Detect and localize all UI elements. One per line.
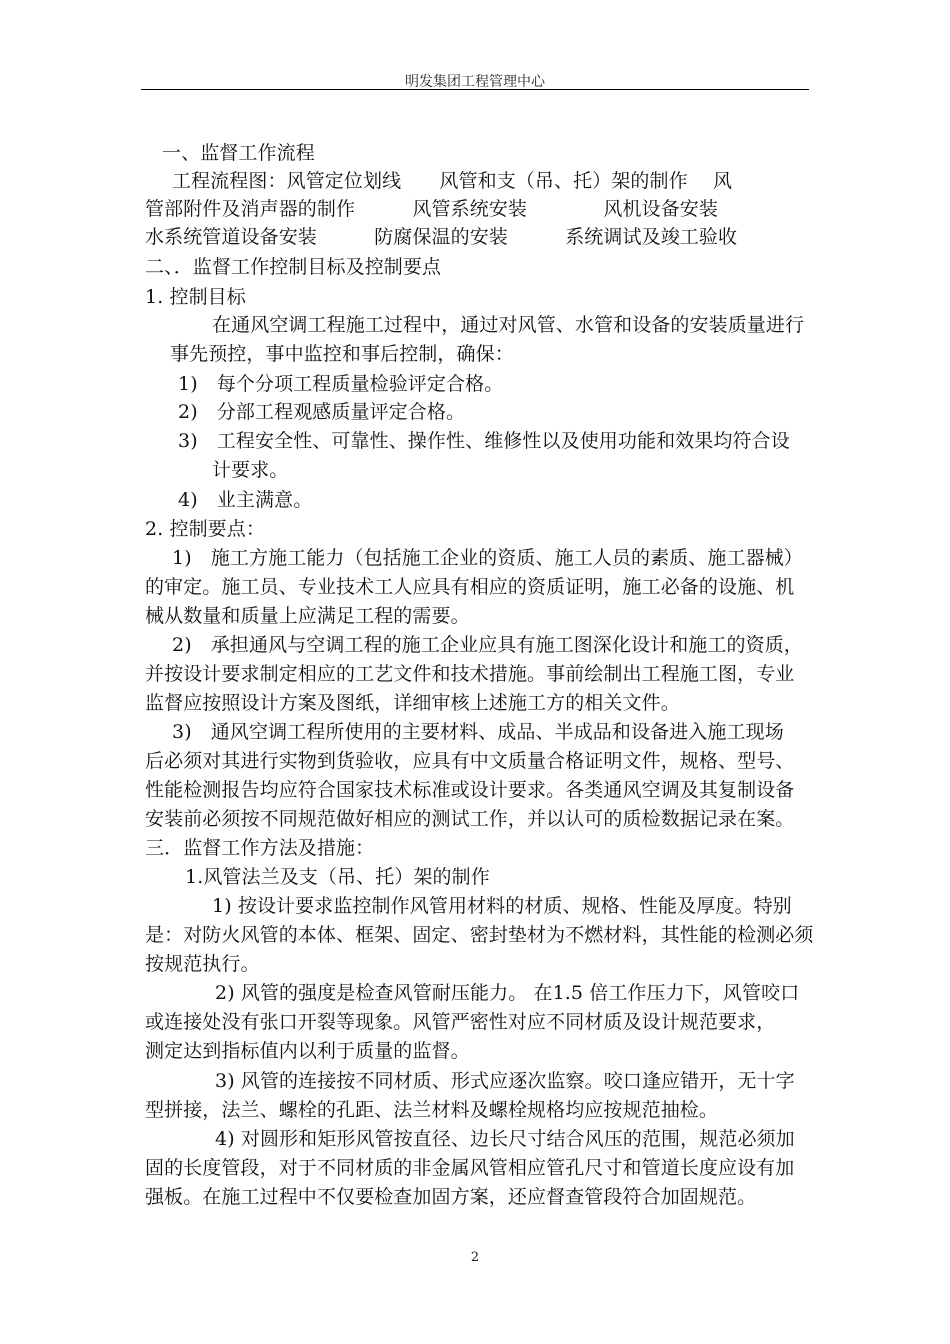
paragraph-line: 2) 风管的强度是检查风管耐压能力。 在1.5 倍工作压力下，风管咬口 [215, 982, 800, 1004]
list-item: 4) 业主满意。 [178, 489, 313, 511]
paragraph-line: 1) 按设计要求监控制作风管用材料的材质、规格、性能及厚度。特别 [212, 895, 792, 917]
list-item: 1) 每个分项工程质量检验评定合格。 [178, 373, 504, 395]
subheading-control-points: 2. 控制要点： [145, 518, 265, 540]
list-item: 2) 分部工程观感质量评定合格。 [178, 401, 466, 423]
paragraph-line: 测定达到指标值内以利于质量的监督。 [145, 1040, 470, 1062]
paragraph-line: 固的长度管段，对于不同材质的非金属风管相应管孔尺寸和管道长度应设有加 [145, 1157, 795, 1179]
paragraph-line: 型拼接，法兰、螺栓的孔距、法兰材料及螺栓规格均应按规范抽检。 [145, 1099, 719, 1121]
page-header-title: 明发集团工程管理中心 [405, 74, 545, 90]
paragraph-line: 性能检测报告均应符合国家技术标准或设计要求。各类通风空调及其复制设备 [145, 779, 795, 801]
paragraph-line: 的审定。施工员、专业技术工人应具有相应的资质证明，施工必备的设施、机 [145, 576, 795, 598]
paragraph-line: 事先预控，事中监控和事后控制，确保： [170, 343, 514, 365]
flow-line-3: 水系统管道设备安装 防腐保温的安装 系统调试及竣工验收 [145, 226, 738, 248]
list-item-continued: 计要求。 [212, 459, 289, 481]
paragraph-line: 强板。在施工过程中不仅要检查加固方案，还应督查管段符合加固规范。 [145, 1186, 757, 1208]
paragraph-line: 械从数量和质量上应满足工程的需要。 [145, 605, 470, 627]
paragraph-line: 按规范执行。 [145, 953, 260, 975]
subheading-duct-flange: 1.风管法兰及支（吊、托）架的制作 [185, 866, 490, 888]
page-number: 2 [470, 1250, 480, 1265]
paragraph-line: 并按设计要求制定相应的工艺文件和技术措施。事前绘制出工程施工图，专业 [145, 663, 795, 685]
paragraph-line: 4) 对圆形和矩形风管按直径、边长尺寸结合风压的范围，规范必须加 [215, 1128, 795, 1150]
paragraph-line: 1) 施工方施工能力（包括施工企业的资质、施工人员的素质、施工器械） [172, 547, 803, 569]
paragraph-line: 3) 风管的连接按不同材质、形式应逐次监察。咬口逢应错开，无十字 [215, 1070, 795, 1092]
paragraph-line: 在通风空调工程施工过程中，通过对风管、水管和设备的安装质量进行 [212, 314, 805, 336]
section-heading-2: 二、．监督工作控制目标及控制要点 [145, 256, 442, 278]
section-heading-1: 一、监督工作流程 [162, 142, 315, 164]
paragraph-line: 或连接处没有张口开裂等现象。风管严密性对应不同材质及设计规范要求， [145, 1011, 776, 1033]
section-heading-3: 三．监督工作方法及措施： [145, 837, 375, 859]
paragraph-line: 是：对防火风管的本体、框架、固定、密封垫材为不燃材料，其性能的检测必须 [145, 924, 814, 946]
flow-line-1: 工程流程图：风管定位划线 风管和支（吊、托）架的制作 风 [172, 170, 733, 192]
paragraph-line: 后必须对其进行实物到货验收，应具有中文质量合格证明文件，规格、型号、 [145, 750, 795, 772]
paragraph-line: 安装前必须按不同规范做好相应的测试工作，并以认可的质检数据记录在案。 [145, 808, 795, 830]
subheading-control-target: 1. 控制目标 [145, 286, 246, 308]
paragraph-line: 3) 通风空调工程所使用的主要材料、成品、半成品和设备进入施工现场 [172, 721, 784, 743]
flow-line-2: 管部附件及消声器的制作 风管系统安装 风机设备安装 [145, 198, 719, 220]
header-rule [141, 89, 809, 90]
paragraph-line: 监督应按照设计方案及图纸，详细审核上述施工方的相关文件。 [145, 692, 680, 714]
list-item: 3) 工程安全性、可靠性、操作性、维修性以及使用功能和效果均符合设 [178, 430, 790, 452]
paragraph-line: 2) 承担通风与空调工程的施工企业应具有施工图深化设计和施工的资质， [172, 634, 803, 656]
